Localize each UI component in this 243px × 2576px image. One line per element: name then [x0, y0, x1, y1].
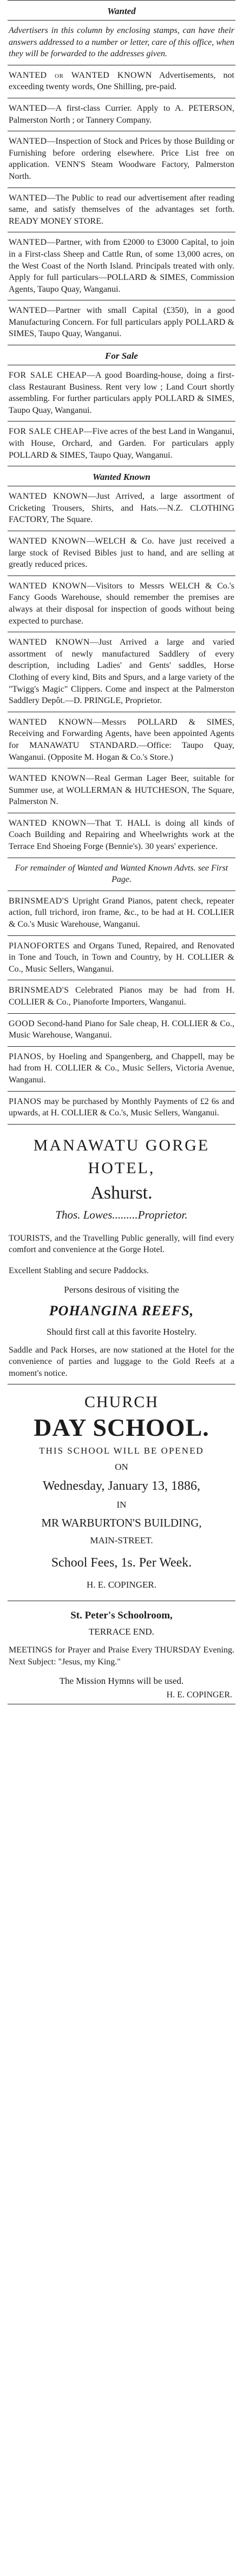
school-line: CHURCH — [84, 1393, 159, 1411]
school-line: IN — [116, 1500, 127, 1510]
ad-text: , by Hoeling and Spangenberg, and Chappell, may be had from H. COLLIER & Co., Music Sellers, Victoria Avenue, Wanganui. — [9, 1052, 234, 1085]
school-signature: H. E. COPINGER. — [87, 1580, 156, 1590]
wanted-known-ad — [8, 576, 235, 632]
schoolroom-ad — [8, 1601, 235, 1703]
ad-text: —Just Arrived a large and varied assortment of newly manufactured Saddlery of every description, including Ladies' and Gents' saddles, Horse Clothing of every kind, Bits and Spurs, and a large variety of the "Twigg's Magic" Clippers. Come and inspect at the Palmerston Saddlery Depôt.—D. PRINGLE, Proprietor. — [9, 638, 235, 706]
ad-text: Celebrated Pianos may be had from H. COLLIER & Co., Pianoforte Importers, Wanganui. — [9, 986, 234, 1007]
hotel-text: TOURISTS, and the Travelling Public generally, will find every comfort and convenience at the Gorge Hotel. — [9, 1233, 234, 1255]
schoolroom-signature: H. E. COPINGER. — [166, 1690, 232, 1700]
wanted-ads — [8, 65, 235, 345]
school-building: MR WARBURTON'S BUILDING, — [41, 1516, 202, 1530]
school-street: MAIN-STREET. — [90, 1535, 153, 1546]
ad-lead: WANTED KNOWN — [9, 717, 93, 727]
ad-lead: WANTED KNOWN — [9, 492, 88, 501]
ad-text: —Partner, with from £2000 to £3000 Capital, to join in a First-class Sheep and Cattle Run, of some 13,000 acres, on the West Coast of the North Island. Principals treated with only. Apply for full particulars—POLLARD & SIMES, Commission Agents, Taupo Quay, Wanganui. — [9, 238, 234, 294]
ad-text: Second-hand Piano for Sale cheap, H. COLLIER & Co., Music Warehouse, Wanganui. — [9, 1019, 234, 1040]
wanted-known-ad — [8, 632, 235, 712]
hotel-reef: POHANGINA REEFS, — [49, 1302, 194, 1319]
ad-lead: FOR SALE CHEAP — [9, 371, 87, 380]
wanted-known-ad — [8, 486, 235, 531]
ad-lead: WANTED — [9, 103, 47, 113]
school-date: Wednesday, January 13, 1886, — [42, 1479, 201, 1494]
ad-lead: BRINSMEAD'S — [9, 896, 69, 906]
ad-lead: WANTED or WANTED KNOWN — [9, 70, 152, 80]
music-ad — [8, 1047, 235, 1091]
ad-text: —Five acres of the best Land in Wanganui, with House, Orchard, and Garden. For particulars apply POLLARD & SIMES, Taupo Quay, Wanganui. — [9, 427, 235, 460]
ad-lead: WANTED KNOWN — [9, 638, 90, 647]
wanted-known-ad — [8, 768, 235, 813]
for-sale-header: For Sale — [105, 351, 138, 362]
ad-text: —Partner with small Capital (£350), in a good Manufacturing Concern. For full particulars apply POLLARD & SIMES, Taupo Quay, Wanganui. — [9, 306, 234, 339]
ad-text: —Inspection of Stock and Prices by those Building or Furnishing before ordering elsewhere. Price List free on application. VENN'S Steam Woodware Factory, Palmerston North. — [9, 137, 234, 181]
ad-text: —That T. HALL is doing all kinds of Coach Building and Repairing and Wheelwrights work at the Terrace End Shoeing Forge (Bennie's). 30 years' experience. — [9, 818, 234, 852]
ad-text: and Organs Tuned, Repaired, and Renovated in Tone and Touch, in Town and Country, by H. COLLIER & Co., Music Sellers, Wanganui. — [9, 941, 234, 974]
wanted-ad — [8, 188, 235, 232]
for-sale-ad — [8, 365, 235, 421]
ad-lead: WANTED KNOWN — [9, 774, 86, 784]
hotel-proprietor: Thos. Lowes.........Proprietor. — [55, 1208, 188, 1221]
ad-lead: WANTED — [9, 306, 47, 316]
schoolroom-text: MEETINGS for Prayer and Praise Every THURSDAY Evening. Next Subject: "Jesus, my King." — [9, 1645, 234, 1667]
ad-lead: WANTED — [9, 238, 47, 247]
ad-text: Upright Grand Pianos, patent check, repeater action, full trichord, iron frame, &c., to be had at H. COLLIER & Co.'s Music Warehouse, Wanganui. — [9, 896, 234, 929]
ad-text: —A first-class Currier. Apply to A. PETERSON, Palmerston North ; or Tannery Company. — [9, 103, 234, 125]
ad-lead: WANTED — [9, 193, 47, 203]
ad-lead: PIANOFORTES — [9, 941, 70, 951]
ad-lead: WANTED — [9, 137, 47, 146]
school-ad — [8, 1384, 235, 1601]
ad-text: —Messrs POLLARD & SIMES, Receiving and Forwarding Agents, have been appointed Agents for MANAWATU STANDARD.—Office: Taupo Quay, Wanganui. (Opposite M. Hogan & Co.'s Store.) — [9, 717, 235, 762]
ad-text: may be purchased by Monthly Payments of £2 6s and upwards, at H. COLLIER & Co.'s, Music Sellers, Wanganui. — [9, 1096, 234, 1118]
wanted-ad — [8, 98, 235, 131]
music-ad — [8, 936, 235, 980]
hotel-text: Persons desirous of visiting the — [64, 1284, 179, 1295]
ad-lead: BRINSMEAD'S — [9, 986, 69, 995]
music-ad — [8, 980, 235, 1013]
ad-text: —A good Boarding-house, doing a first-class Restaurant Business. Rent very low ; Land Court shortly assembling. For further particulars apply POLLARD & SIMES, Taupo Quay, Wanganui. — [9, 371, 235, 415]
hotel-text: Saddle and Pack Horses, are now stationed at the Hotel for the convenience of parties and luggage to the Gold Reefs at a moment's notice. — [9, 1345, 234, 1378]
music-ad — [8, 1092, 235, 1124]
wanted-known-ads — [8, 486, 235, 857]
for-sale-ad — [8, 421, 235, 466]
hotel-ad — [8, 1125, 235, 1384]
hotel-place: Ashurst. — [90, 1182, 153, 1203]
music-ad — [8, 891, 235, 935]
wanted-ad — [8, 300, 235, 345]
ad-lead: FOR SALE CHEAP — [9, 427, 84, 437]
wanted-ad — [8, 232, 235, 300]
for-sale-ads — [8, 365, 235, 466]
wanted-intro: Advertisers in this column by enclosing stamps, can have their answers addressed to a number or letter, care of this office, when they will be forwarded to the addresses given. — [9, 26, 234, 59]
wanted-known-ad — [8, 813, 235, 858]
wanted-known-ad — [8, 531, 235, 576]
school-title: DAY SCHOOL. — [34, 1414, 209, 1442]
hotel-text: Should first call at this favorite Hostelry. — [47, 1326, 196, 1337]
ad-text: —The Public to read our advertisement after reading same, and satisfy themselves of the advantages set forth. READY MONEY STORE. — [9, 193, 234, 226]
school-line: THIS SCHOOL WILL BE OPENED — [39, 1446, 204, 1456]
schoolroom-text: The Mission Hymns will be used. — [59, 1675, 184, 1686]
ad-text: —WELCH & Co. have just received a large stock of Revised Bibles just to hand, and are selling at greatly reduced prices. — [9, 537, 235, 570]
schoolroom-title: St. Peter's Schoolroom, — [70, 1610, 173, 1622]
ad-lead: WANTED KNOWN — [9, 581, 87, 591]
ad-text: Advertisements, not exceeding twenty words, One Shilling, pre-paid. — [9, 70, 235, 92]
ad-text: —Visitors to Messrs WELCH & Co.'s Fancy Goods Warehouse, should remember the premises are always at their disposal for inspection of goods without being expected to purchase. — [9, 581, 234, 626]
ad-text: —Just Arrived, a large assortment of Cricketing Trousers, Shirts, and Hats.—N.Z. CLOTHING FACTORY, The Square. — [9, 492, 234, 525]
school-fees: School Fees, 1s. Per Week. — [51, 1556, 192, 1570]
wanted-known-header: Wanted Known — [93, 472, 150, 483]
ad-lead: PIANOS — [9, 1096, 42, 1106]
wanted-known-ad — [8, 712, 235, 768]
music-ad — [8, 1014, 235, 1046]
ad-lead: WANTED KNOWN — [9, 818, 87, 828]
wanted-ad — [8, 65, 235, 98]
wanted-ad — [8, 131, 235, 187]
ad-text: —Real German Lager Beer, suitable for Summer use, at WOLLERMAN & HUTCHESON, The Square, Palmerston N. — [9, 774, 235, 807]
school-line: ON — [115, 1462, 128, 1473]
ad-lead: WANTED KNOWN — [9, 537, 87, 546]
ad-lead: PIANOS — [9, 1052, 42, 1061]
hotel-name: MANAWATU GORGE HOTEL, — [33, 1136, 210, 1177]
hotel-text: Excellent Stabling and secure Paddocks. — [9, 1266, 149, 1275]
wanted-header: Wanted — [107, 6, 136, 16]
ad-lead: GOOD — [9, 1019, 35, 1028]
remainder-note: For remainder of Wanted and Wanted Known Advts. see First Page. — [15, 863, 228, 885]
schoolroom-sub: TERRACE END. — [89, 1627, 154, 1637]
music-ads — [8, 891, 235, 1124]
